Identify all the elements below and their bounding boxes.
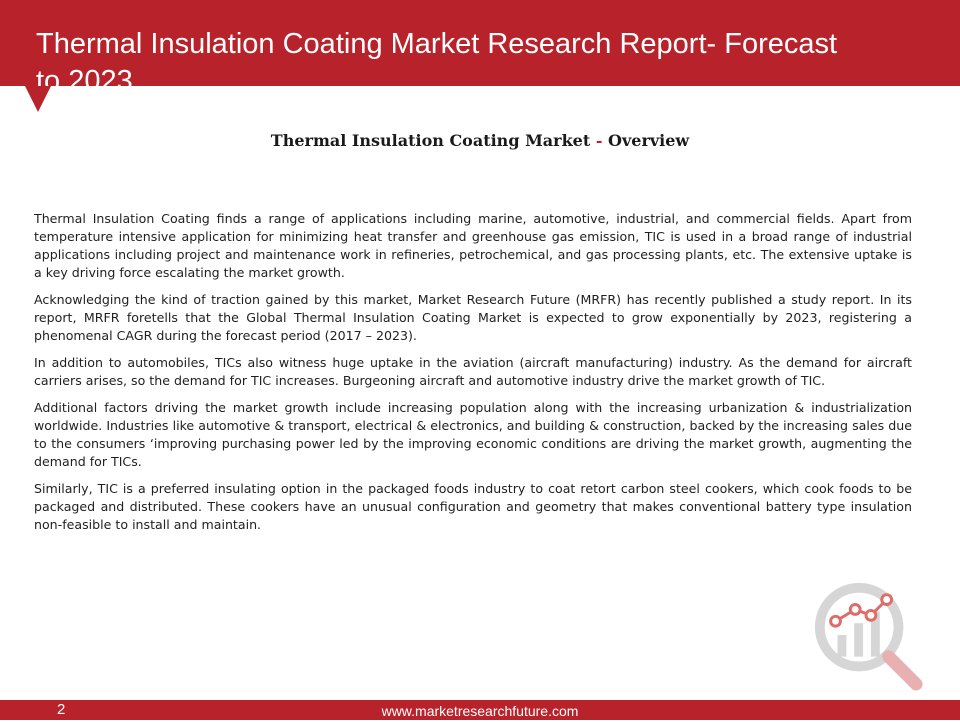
paragraph-5: Similarly, TIC is a preferred insulating option in the packaged foods industry to coat retort carbon steel cookers, which cook foods to be packaged and distributed. These cookers have an unusual configuration and geometry that makes conventional battery type insulation non-feasible to install and maintain. (34, 481, 912, 532)
overview-heading-dash: - (595, 131, 603, 150)
magnifier-chart-icon (808, 576, 926, 694)
header-notch (25, 86, 51, 112)
overview-heading (0, 131, 960, 150)
paragraph-1: Thermal Insulation Coating finds a range of applications including marine, automotive, industrial, and commercial fields. Apart from temperature intensive application for minimizing heat transfer and greenhouse gas emission, TIC is used in a broad range of industrial applications including project and maintenance work in refineries, petrochemical, and gas processing plants, etc. The extensive uptake is a key driving force escalating the market growth. (34, 211, 912, 280)
page-title-line1: Thermal Insulation Coating Market Research Report- Forecast (36, 28, 838, 60)
paragraph-3: In addition to automobiles, TICs also witness huge uptake in the aviation (aircraft manufacturing) industry. As the demand for aircraft carriers arises, so the demand for TIC increases. Burgeoning aircraft and automotive industry drive the market growth of TIC. (34, 355, 912, 388)
overview-heading-text: Thermal Insulation Coating Market (270, 131, 591, 150)
page-title-line2 (36, 63, 936, 79)
overview-body (34, 210, 912, 543)
overview-heading-suffix: Overview (608, 131, 690, 150)
footer-url[interactable]: www.marketresearchfuture.com (381, 703, 579, 719)
page-title (36, 26, 936, 79)
page-number: 2 (57, 701, 66, 718)
paragraph-2: Acknowledging the kind of traction gained by this market, Market Research Future (MRFR) has recently published a study report. In its report, MRFR foretells that the Global Thermal Insulation Coating Market is expected to grow exponentially by 2023, registering a phenomenal CAGR during the forecast period (2017 – 2023). (34, 292, 912, 343)
paragraph-4: Additional factors driving the market growth include increasing population along with the increasing urbanization & industrialization worldwide. Industries like automotive & transport, electrical & electronics, and building & construction, backed by the increasing sales due to the consumers ‘improving purchasing power led by the improving economic conditions are driving the market growth, augmenting the demand for TICs. (34, 400, 912, 469)
